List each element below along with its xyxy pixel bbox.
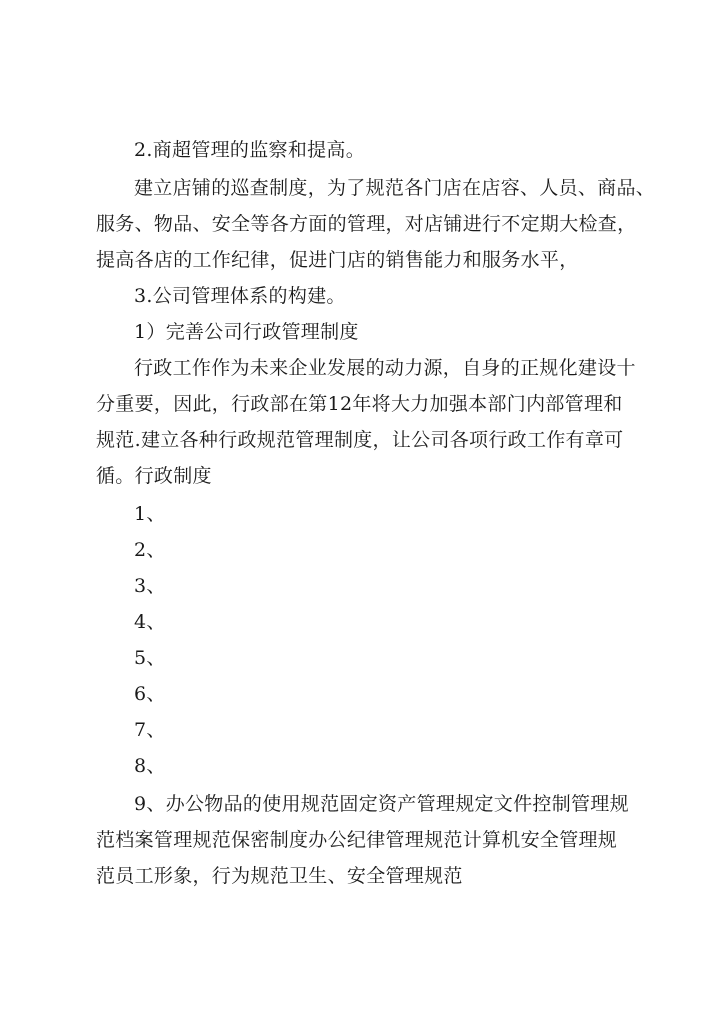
item9-para-line-3: 范员工形象，行为规范卫生、安全管理规范 (96, 865, 463, 887)
subsection1-para-line-2: 分重要，因此，行政部在第12年将大力加强本部门内部管理和 (96, 393, 623, 415)
section3-heading: 3.公司管理体系的构建。 (134, 285, 346, 307)
numbered-item-1: 1、 (134, 503, 166, 525)
numbered-item-6: 6、 (134, 683, 166, 705)
section2-heading: 2.商超管理的监察和提高。 (134, 139, 366, 161)
section2-para-line-3: 提高各店的工作纪律，促进门店的销售能力和服务水平， (96, 249, 579, 271)
numbered-item-8: 8、 (134, 755, 166, 777)
section2-para-line-2: 服务、物品、安全等各方面的管理，对店铺进行不定期大检查， (96, 213, 637, 235)
numbered-item-5: 5、 (134, 647, 166, 669)
section2-para-line-1: 建立店铺的巡查制度，为了规范各门店在店容、人员、商品、 (134, 177, 656, 199)
subsection1-para-line-1: 行政工作作为未来企业发展的动力源，自身的正规化建设十 (134, 357, 636, 379)
numbered-item-3: 3、 (134, 575, 166, 597)
subsection1-para-line-3: 规范.建立各种行政规范管理制度，让公司各项行政工作有章可 (96, 429, 624, 451)
numbered-item-4: 4、 (134, 611, 166, 633)
item9-para-line-2: 范档案管理规范保密制度办公纪律管理规范计算机安全管理规 (96, 829, 618, 851)
numbered-item-2: 2、 (134, 539, 166, 561)
subsection1-para-line-4: 循。行政制度 (96, 465, 212, 487)
numbered-item-7: 7、 (134, 719, 166, 741)
subsection1-heading: 1）完善公司行政管理制度 (134, 321, 359, 343)
item9-para-line-1: 9、办公物品的使用规范固定资产管理规定文件控制管理规 (134, 793, 629, 815)
